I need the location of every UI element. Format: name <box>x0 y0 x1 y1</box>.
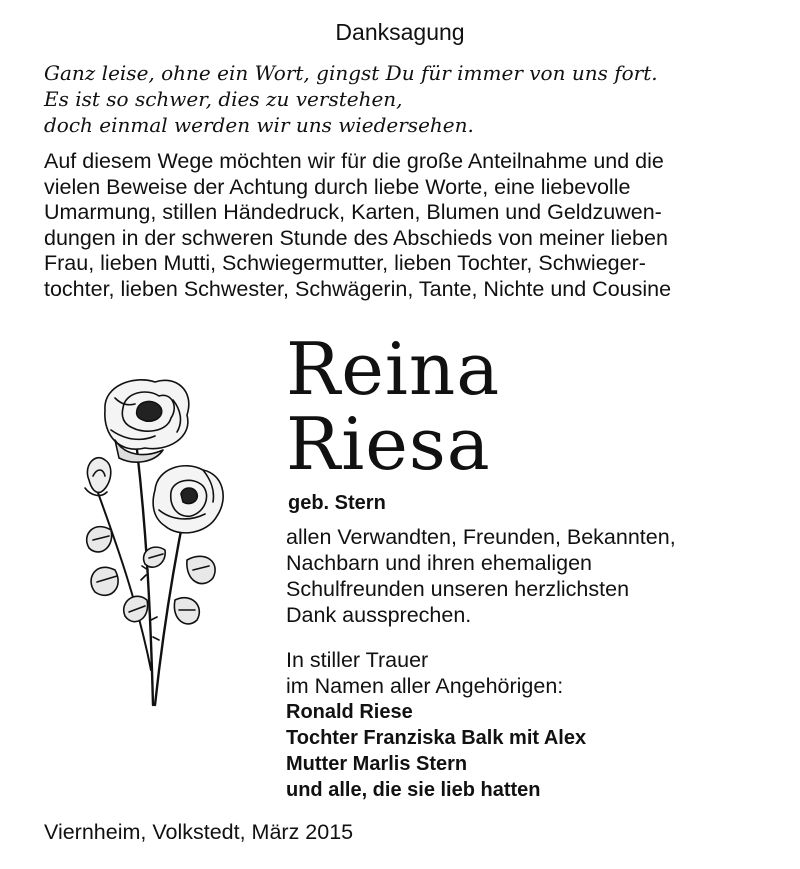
intro-line: dungen in der schweren Stunde des Abschieds von meiner lieben <box>44 225 668 250</box>
intro-line: vielen Beweise der Achtung durch liebe Worte, eine liebevolle <box>44 174 631 199</box>
thanks-line: Schulfreunden unseren herzlichsten <box>286 577 630 601</box>
intro-line: Umarmung, stillen Händedruck, Karten, Blumen und Geldzuwen- <box>44 200 662 225</box>
poem <box>44 60 764 138</box>
thanks-line: allen Verwandten, Freunden, Bekannten, <box>286 525 676 549</box>
deceased-first-name: Reina <box>286 327 501 411</box>
maiden-name: geb. Stern <box>288 492 386 514</box>
notice-heading: Danksagung <box>335 19 465 45</box>
intro-line: Auf diesem Wege möchten wir für die große Anteilnahme und die <box>44 149 664 173</box>
poem-line: doch einmal werden wir uns wiedersehen. <box>44 113 474 137</box>
signatory: Mutter Marlis Stern <box>286 753 468 775</box>
thanks-line: Nachbarn und ihren ehemaligen <box>286 551 592 575</box>
mourning-line: In stiller Trauer <box>286 648 429 672</box>
intro-line: tochter, lieben Schwester, Schwägerin, Tante, Nichte und Cousine <box>44 276 672 301</box>
thanks-line: Dank aussprechen. <box>286 603 472 627</box>
deceased-name <box>286 327 501 486</box>
mourning-line: im Namen aller Angehörigen: <box>286 674 564 698</box>
poem-line: Ganz leise, ohne ein Wort, gingst Du für immer von uns fort. <box>44 61 658 85</box>
rose-illustration-icon <box>75 370 245 710</box>
deceased-last-name: Riesa <box>286 402 491 486</box>
signatory: Ronald Riese <box>286 701 413 723</box>
intro-line: Frau, lieben Mutti, Schwiegermutter, lieben Tochter, Schwieger- <box>44 251 646 276</box>
place-and-date: Viernheim, Volkstedt, März 2015 <box>44 820 354 844</box>
intro-paragraph <box>44 149 760 303</box>
signatory: Tochter Franziska Balk mit Alex <box>286 727 587 749</box>
signatory: und alle, die sie lieb hatten <box>286 779 541 801</box>
poem-line: Es ist so schwer, dies zu verstehen, <box>44 87 403 111</box>
mourners-block <box>286 647 586 803</box>
thanks-paragraph <box>286 524 676 628</box>
